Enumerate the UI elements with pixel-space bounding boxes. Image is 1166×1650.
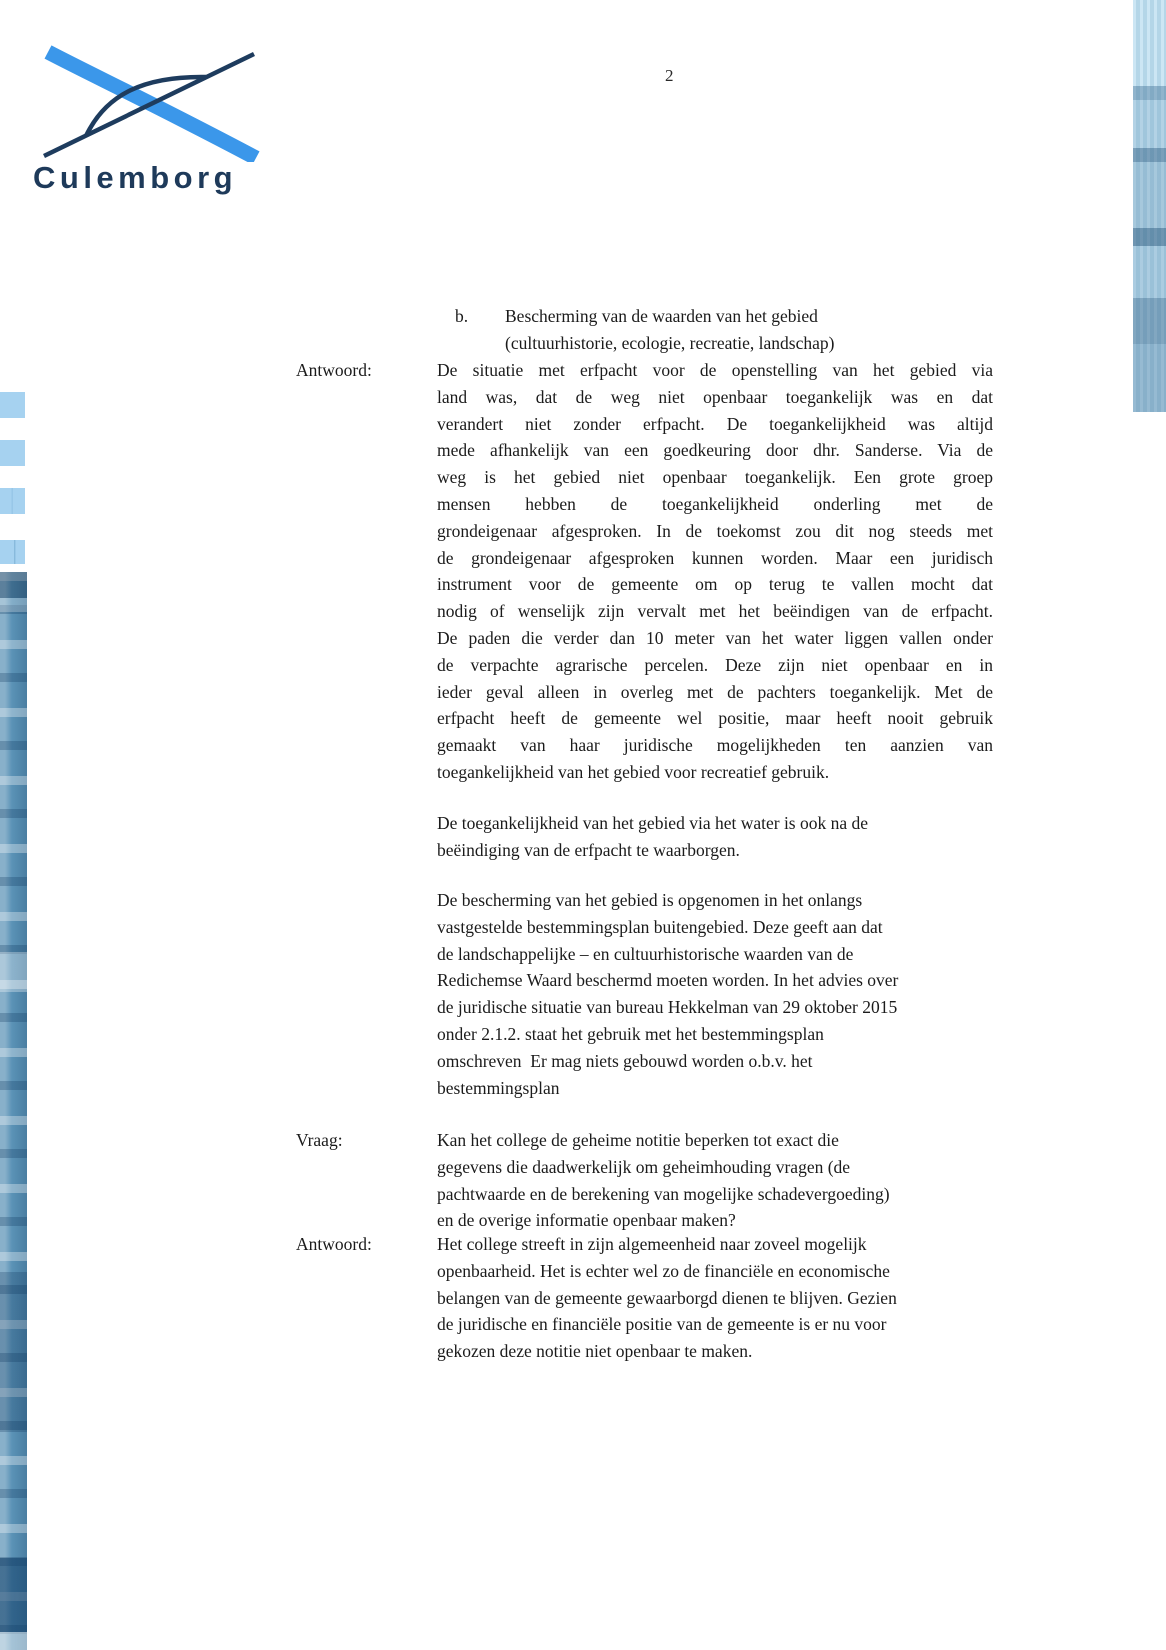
page-number: 2: [665, 66, 674, 85]
text-line: bestemmingsplan: [437, 1077, 560, 1098]
culemborg-logo: [28, 38, 268, 213]
text-line: de verpachte agrarische percelen. Deze zijn niet openbaar en in: [437, 654, 993, 675]
answer-label: Antwoord:: [296, 1234, 372, 1254]
text-line: Het college streeft in zijn algemeenheid naar zoveel mogelijk: [437, 1234, 867, 1254]
answer-paragraph: [437, 887, 993, 1101]
text-line: instrument voor de gemeente om op terug te vallen mocht dat: [437, 574, 993, 595]
text-line: grondeigenaar afgesproken. In de toekomst zou dit nog steeds met: [437, 520, 993, 541]
logo-wordmark: Culemborg: [33, 160, 238, 195]
text-line: Kan het college de geheime notitie beperken tot exact die: [437, 1130, 839, 1150]
left-blue-square: [0, 540, 25, 564]
text-line: de juridische situatie van bureau Hekkelman van 29 oktober 2015: [437, 997, 898, 1018]
paragraph-lines: [437, 810, 993, 864]
text-line: De toegankelijkheid van het gebied via het water is ook na de: [437, 813, 869, 833]
text-line: vastgestelde bestemmingsplan buitengebied. Deze geeft aan dat: [437, 916, 883, 937]
question-heading-line2: (cultuurhistorie, ecologie, recreatie, landschap): [505, 332, 835, 353]
text-line: erfpacht heeft de gemeente wel positie, maar heeft nooit gebruik: [437, 708, 993, 729]
text-line: gekozen deze notitie niet openbaar te maken.: [437, 1341, 753, 1362]
text-line: de grondeigenaar afgesproken kunnen worden. Maar een juridisch: [437, 547, 993, 568]
left-blue-square: [0, 440, 25, 466]
question-block: [296, 1127, 999, 1234]
question-heading: [455, 303, 1015, 357]
culemborg-logo-icon: [34, 42, 264, 162]
text-line: toegankelijkheid van het gebied voor recreatief gebruik.: [437, 761, 830, 782]
text-line: en de overige informatie openbaar maken?: [437, 1210, 736, 1231]
text-line: gegevens die daadwerkelijk om geheimhouding vragen (de: [437, 1156, 851, 1177]
text-line: onder 2.1.2. staat het gebruik met het bestemmingsplan: [437, 1023, 824, 1044]
text-line: beëindiging van de erfpacht te waarborgen.: [437, 839, 740, 860]
text-line: gemaakt van haar juridische mogelijkheden ten aanzien van: [437, 735, 993, 756]
text-line: de landschappelijke – en cultuurhistorische waarden van de: [437, 943, 854, 964]
text-line: openbaarheid. Het is echter wel zo de financiële en economische: [437, 1260, 890, 1281]
text-line: de juridische en financiële positie van de gemeente is er nu voor: [437, 1314, 887, 1335]
answer-label: Antwoord:: [296, 360, 372, 380]
text-line: mensen hebben de toegankelijkheid onderling met de: [437, 493, 993, 514]
text-line: Redichemse Waard beschermd moeten worden. In het advies over: [437, 970, 899, 991]
question-heading-text: Bescherming van de waarden van het gebied: [505, 306, 818, 326]
text-line: verandert niet zonder erfpacht. De toegankelijkheid was altijd: [437, 413, 993, 434]
text-line: De situatie met erfpacht voor de openstelling van het gebied via: [437, 360, 993, 380]
answer-block: [296, 1231, 999, 1365]
text-line: De paden die verder dan 10 meter van het water liggen vallen onder: [437, 627, 993, 648]
text-line: nodig of wenselijk zijn vervalt met het beëindigen van de erfpacht.: [437, 601, 993, 622]
text-line: mede afhankelijk van een goedkeuring door dhr. Sanderse. Via de: [437, 440, 993, 461]
text-line: land was, dat de weg niet openbaar toegankelijk was en dat: [437, 386, 993, 407]
left-blue-square: [0, 488, 25, 514]
question-marker: b.: [455, 306, 469, 326]
text-line: omschreven Er mag niets gebouwd worden o.b.v. het: [437, 1050, 813, 1071]
text-line: De bescherming van het gebied is opgenomen in het onlangs: [437, 890, 863, 910]
left-blue-square: [0, 392, 25, 418]
text-line: ieder geval alleen in overleg met de pachters toegankelijk. Met de: [437, 681, 993, 702]
left-photo-strip: [0, 572, 27, 1650]
answer-paragraph: [437, 357, 993, 786]
text-line: pachtwaarde en de berekening van mogelijke schadevergoeding): [437, 1183, 890, 1204]
question-paragraph: [437, 1127, 999, 1234]
answer-paragraph: [437, 1231, 999, 1365]
question-label: Vraag:: [296, 1130, 343, 1150]
answer-block: [296, 357, 993, 786]
text-line: weg is het gebied niet openbaar toegankelijk. Een grote groep: [437, 467, 993, 488]
answer-paragraph: [437, 810, 993, 864]
paragraph-lines: [437, 887, 993, 1101]
text-line: belangen van de gemeente gewaarborgd dienen te blijven. Gezien: [437, 1287, 897, 1308]
question-heading-line1: [455, 303, 1015, 330]
right-photo-strip: [1133, 0, 1166, 412]
